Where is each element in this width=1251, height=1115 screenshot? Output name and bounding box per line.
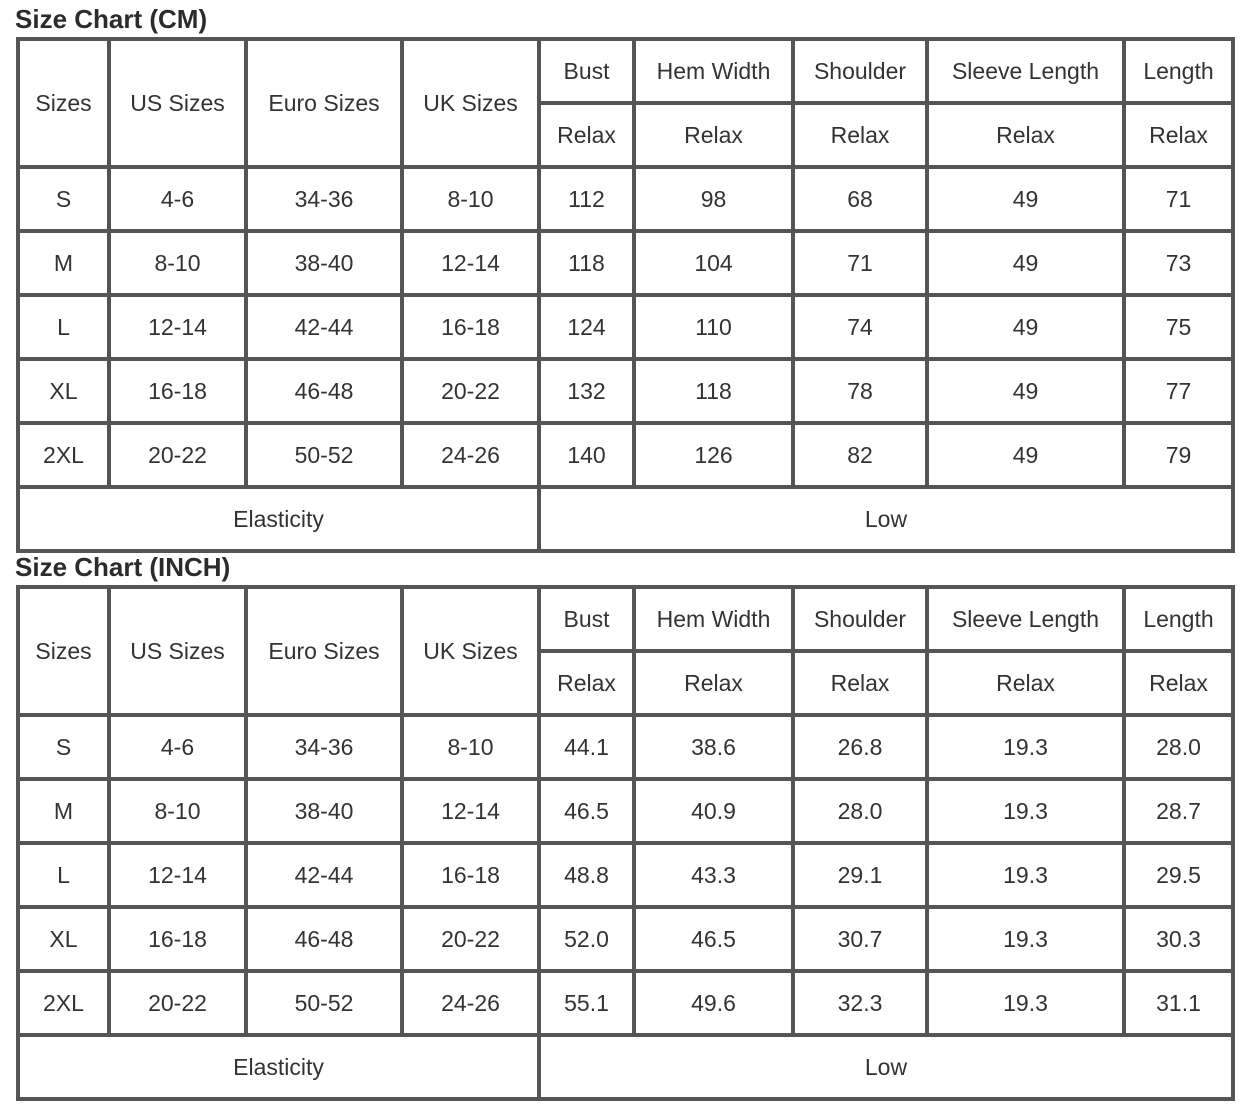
cell-length: 75 (1124, 295, 1233, 359)
header-us-sizes: US Sizes (109, 587, 246, 715)
fit-hem-width: Relax (634, 103, 793, 167)
cell-sleeve-length: 19.3 (927, 779, 1124, 843)
cell-shoulder: 30.7 (793, 907, 927, 971)
cell-euro-size: 34-36 (246, 167, 402, 231)
cell-size: S (18, 167, 109, 231)
cell-uk-size: 8-10 (402, 715, 539, 779)
cell-length: 30.3 (1124, 907, 1233, 971)
size-chart-cm-title: Size Chart (CM) (15, 4, 208, 34)
cell-bust: 44.1 (539, 715, 634, 779)
header-sizes: Sizes (18, 39, 109, 167)
header-hem-width: Hem Width (634, 39, 793, 103)
cell-hem-width: 40.9 (634, 779, 793, 843)
elasticity-label: Elasticity (18, 1035, 539, 1099)
cell-bust: 112 (539, 167, 634, 231)
cell-size: 2XL (18, 971, 109, 1035)
cell-hem-width: 46.5 (634, 907, 793, 971)
size-chart-inch-table (16, 585, 1235, 1101)
fit-sleeve-length: Relax (927, 103, 1124, 167)
cell-length: 71 (1124, 167, 1233, 231)
table-row (18, 971, 1233, 1035)
cell-sleeve-length: 49 (927, 167, 1124, 231)
cell-hem-width: 49.6 (634, 971, 793, 1035)
header-euro-sizes: Euro Sizes (246, 587, 402, 715)
cell-us-size: 8-10 (109, 231, 246, 295)
cell-shoulder: 32.3 (793, 971, 927, 1035)
cell-shoulder: 29.1 (793, 843, 927, 907)
cell-length: 77 (1124, 359, 1233, 423)
cell-length: 73 (1124, 231, 1233, 295)
cell-uk-size: 16-18 (402, 295, 539, 359)
fit-sleeve-length: Relax (927, 651, 1124, 715)
cell-euro-size: 42-44 (246, 295, 402, 359)
cell-length: 29.5 (1124, 843, 1233, 907)
cell-sleeve-length: 49 (927, 295, 1124, 359)
table-row (18, 359, 1233, 423)
cell-sleeve-length: 19.3 (927, 715, 1124, 779)
cell-bust: 52.0 (539, 907, 634, 971)
header-sleeve-length: Sleeve Length (927, 587, 1124, 651)
cell-length: 28.0 (1124, 715, 1233, 779)
cell-bust: 140 (539, 423, 634, 487)
cell-uk-size: 12-14 (402, 231, 539, 295)
header-row-measures (18, 587, 1233, 651)
cell-bust: 118 (539, 231, 634, 295)
cell-shoulder: 26.8 (793, 715, 927, 779)
cell-size: XL (18, 907, 109, 971)
footer-row (18, 1035, 1233, 1099)
cell-shoulder: 82 (793, 423, 927, 487)
cell-euro-size: 50-52 (246, 423, 402, 487)
cell-bust: 124 (539, 295, 634, 359)
cell-us-size: 8-10 (109, 779, 246, 843)
cell-us-size: 16-18 (109, 359, 246, 423)
header-length: Length (1124, 39, 1233, 103)
cell-hem-width: 104 (634, 231, 793, 295)
cell-hem-width: 110 (634, 295, 793, 359)
cell-size: L (18, 843, 109, 907)
cell-euro-size: 38-40 (246, 231, 402, 295)
cell-us-size: 12-14 (109, 843, 246, 907)
cell-hem-width: 43.3 (634, 843, 793, 907)
cell-us-size: 4-6 (109, 167, 246, 231)
elasticity-value: Low (539, 1035, 1233, 1099)
cell-length: 31.1 (1124, 971, 1233, 1035)
cell-bust: 48.8 (539, 843, 634, 907)
cell-uk-size: 12-14 (402, 779, 539, 843)
header-bust: Bust (539, 39, 634, 103)
cell-uk-size: 16-18 (402, 843, 539, 907)
elasticity-label: Elasticity (18, 487, 539, 551)
table-row (18, 423, 1233, 487)
cell-us-size: 20-22 (109, 971, 246, 1035)
cell-uk-size: 20-22 (402, 359, 539, 423)
size-rows (18, 715, 1233, 1035)
fit-length: Relax (1124, 103, 1233, 167)
cell-sleeve-length: 19.3 (927, 971, 1124, 1035)
cell-bust: 46.5 (539, 779, 634, 843)
fit-bust: Relax (539, 103, 634, 167)
footer-row (18, 487, 1233, 551)
cell-uk-size: 8-10 (402, 167, 539, 231)
cell-euro-size: 34-36 (246, 715, 402, 779)
cell-sleeve-length: 49 (927, 231, 1124, 295)
cell-uk-size: 24-26 (402, 423, 539, 487)
fit-bust: Relax (539, 651, 634, 715)
table-row (18, 295, 1233, 359)
table-row (18, 779, 1233, 843)
header-euro-sizes: Euro Sizes (246, 39, 402, 167)
cell-size: L (18, 295, 109, 359)
cell-us-size: 20-22 (109, 423, 246, 487)
header-row-measures (18, 39, 1233, 103)
header-length: Length (1124, 587, 1233, 651)
cell-length: 28.7 (1124, 779, 1233, 843)
cell-bust: 55.1 (539, 971, 634, 1035)
cell-size: M (18, 231, 109, 295)
table-row (18, 843, 1233, 907)
table-row (18, 167, 1233, 231)
fit-length: Relax (1124, 651, 1233, 715)
cell-uk-size: 20-22 (402, 907, 539, 971)
cell-hem-width: 38.6 (634, 715, 793, 779)
header-bust: Bust (539, 587, 634, 651)
header-hem-width: Hem Width (634, 587, 793, 651)
cell-shoulder: 71 (793, 231, 927, 295)
cell-size: XL (18, 359, 109, 423)
cell-sleeve-length: 19.3 (927, 843, 1124, 907)
cell-shoulder: 78 (793, 359, 927, 423)
fit-shoulder: Relax (793, 103, 927, 167)
cell-sleeve-length: 49 (927, 423, 1124, 487)
cell-uk-size: 24-26 (402, 971, 539, 1035)
table-row (18, 715, 1233, 779)
cell-euro-size: 38-40 (246, 779, 402, 843)
cell-euro-size: 46-48 (246, 907, 402, 971)
cell-us-size: 16-18 (109, 907, 246, 971)
header-us-sizes: US Sizes (109, 39, 246, 167)
cell-hem-width: 126 (634, 423, 793, 487)
cell-hem-width: 118 (634, 359, 793, 423)
header-uk-sizes: UK Sizes (402, 39, 539, 167)
table-row (18, 231, 1233, 295)
header-shoulder: Shoulder (793, 39, 927, 103)
cell-size: 2XL (18, 423, 109, 487)
cell-euro-size: 50-52 (246, 971, 402, 1035)
cell-size: S (18, 715, 109, 779)
cell-euro-size: 42-44 (246, 843, 402, 907)
cell-bust: 132 (539, 359, 634, 423)
cell-size: M (18, 779, 109, 843)
header-shoulder: Shoulder (793, 587, 927, 651)
cell-us-size: 12-14 (109, 295, 246, 359)
size-chart-inch-title: Size Chart (INCH) (15, 552, 231, 582)
header-sizes: Sizes (18, 587, 109, 715)
cell-hem-width: 98 (634, 167, 793, 231)
cell-shoulder: 28.0 (793, 779, 927, 843)
cell-shoulder: 68 (793, 167, 927, 231)
size-chart-cm-table (16, 37, 1235, 553)
header-uk-sizes: UK Sizes (402, 587, 539, 715)
fit-shoulder: Relax (793, 651, 927, 715)
elasticity-value: Low (539, 487, 1233, 551)
header-sleeve-length: Sleeve Length (927, 39, 1124, 103)
cell-length: 79 (1124, 423, 1233, 487)
cell-sleeve-length: 49 (927, 359, 1124, 423)
cell-euro-size: 46-48 (246, 359, 402, 423)
size-rows (18, 167, 1233, 487)
table-row (18, 907, 1233, 971)
cell-shoulder: 74 (793, 295, 927, 359)
cell-us-size: 4-6 (109, 715, 246, 779)
fit-hem-width: Relax (634, 651, 793, 715)
cell-sleeve-length: 19.3 (927, 907, 1124, 971)
